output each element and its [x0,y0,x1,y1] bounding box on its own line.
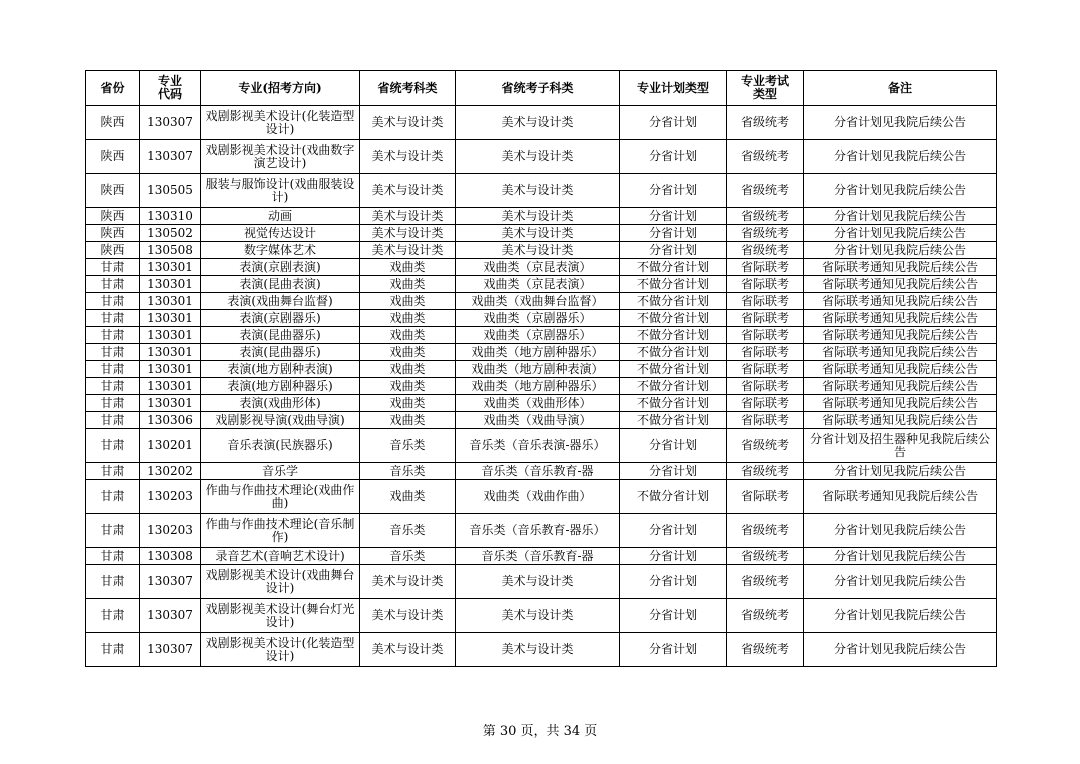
cell-category: 戏曲类 [360,293,456,310]
cell-exam-type: 省级统考 [727,548,804,565]
cell-major: 录音艺术(音响艺术设计) [201,548,360,565]
cell-remarks: 省际联考通知见我院后续公告 [804,327,997,344]
cell-plan-type: 分省计划 [620,208,727,225]
header-province: 省份 [86,71,140,106]
cell-category: 戏曲类 [360,276,456,293]
cell-province: 甘肃 [86,633,140,667]
cell-category: 戏曲类 [360,310,456,327]
cell-subcategory: 音乐类（音乐教育-器 [456,548,620,565]
cell-remarks: 分省计划见我院后续公告 [804,106,997,140]
cell-remarks: 省际联考通知见我院后续公告 [804,259,997,276]
cell-plan-type: 不做分省计划 [620,378,727,395]
cell-subcategory: 音乐类（音乐教育-器 [456,463,620,480]
cell-code: 130203 [140,480,201,514]
cell-code: 130306 [140,412,201,429]
cell-subcategory: 美术与设计类 [456,140,620,174]
cell-code: 130307 [140,599,201,633]
cell-major: 表演(昆曲表演) [201,276,360,293]
cell-exam-type: 省际联考 [727,361,804,378]
cell-subcategory: 美术与设计类 [456,225,620,242]
cell-major: 视觉传达设计 [201,225,360,242]
cell-plan-type: 分省计划 [620,242,727,259]
cell-province: 甘肃 [86,293,140,310]
cell-remarks: 分省计划见我院后续公告 [804,633,997,667]
cell-subcategory: 戏曲类（地方剧种器乐） [456,344,620,361]
cell-province: 陕西 [86,140,140,174]
cell-plan-type: 分省计划 [620,429,727,463]
cell-remarks: 省际联考通知见我院后续公告 [804,344,997,361]
cell-code: 130202 [140,463,201,480]
cell-code: 130301 [140,361,201,378]
cell-plan-type: 不做分省计划 [620,361,727,378]
cell-code: 130310 [140,208,201,225]
table-row [86,344,997,361]
table-row [86,106,997,140]
cell-category: 美术与设计类 [360,565,456,599]
cell-major: 表演(京剧表演) [201,259,360,276]
cell-plan-type: 不做分省计划 [620,310,727,327]
cell-plan-type: 分省计划 [620,225,727,242]
cell-category: 美术与设计类 [360,633,456,667]
cell-category: 戏曲类 [360,259,456,276]
header-exam-type: 专业考试 类型 [727,71,804,106]
cell-exam-type: 省际联考 [727,293,804,310]
cell-category: 美术与设计类 [360,242,456,259]
cell-exam-type: 省级统考 [727,565,804,599]
cell-remarks: 分省计划见我院后续公告 [804,514,997,548]
cell-exam-type: 省级统考 [727,633,804,667]
admissions-table [85,70,997,667]
cell-code: 130301 [140,310,201,327]
cell-province: 陕西 [86,242,140,259]
cell-remarks: 分省计划见我院后续公告 [804,174,997,208]
cell-subcategory: 戏曲类（地方剧种表演） [456,361,620,378]
cell-remarks: 分省计划见我院后续公告 [804,599,997,633]
table-row [86,514,997,548]
table-row [86,565,997,599]
cell-remarks: 分省计划见我院后续公告 [804,463,997,480]
cell-province: 甘肃 [86,310,140,327]
cell-code: 130502 [140,225,201,242]
header-major: 专业(招考方向) [201,71,360,106]
cell-exam-type: 省际联考 [727,395,804,412]
cell-category: 戏曲类 [360,480,456,514]
cell-category: 音乐类 [360,514,456,548]
cell-code: 130308 [140,548,201,565]
table-row [86,412,997,429]
cell-subcategory: 美术与设计类 [456,106,620,140]
table-row [86,463,997,480]
cell-plan-type: 分省计划 [620,565,727,599]
cell-category: 美术与设计类 [360,225,456,242]
cell-province: 甘肃 [86,327,140,344]
cell-category: 音乐类 [360,548,456,565]
cell-code: 130201 [140,429,201,463]
cell-province: 甘肃 [86,599,140,633]
cell-exam-type: 省际联考 [727,412,804,429]
cell-code: 130307 [140,140,201,174]
cell-subcategory: 戏曲类（京剧器乐） [456,327,620,344]
cell-remarks: 省际联考通知见我院后续公告 [804,480,997,514]
cell-plan-type: 不做分省计划 [620,276,727,293]
cell-category: 美术与设计类 [360,106,456,140]
table-row [86,378,997,395]
cell-plan-type: 不做分省计划 [620,259,727,276]
cell-remarks: 省际联考通知见我院后续公告 [804,361,997,378]
header-category: 省统考科类 [360,71,456,106]
header-row [86,71,997,106]
cell-major: 音乐学 [201,463,360,480]
cell-province: 陕西 [86,174,140,208]
cell-exam-type: 省际联考 [727,480,804,514]
cell-province: 甘肃 [86,480,140,514]
cell-province: 甘肃 [86,378,140,395]
cell-category: 戏曲类 [360,361,456,378]
cell-code: 130301 [140,259,201,276]
cell-province: 甘肃 [86,463,140,480]
page-footer: 第 30 页，共 34 页 [482,724,598,739]
cell-remarks: 省际联考通知见我院后续公告 [804,412,997,429]
cell-code: 130203 [140,514,201,548]
cell-remarks: 分省计划见我院后续公告 [804,225,997,242]
cell-category: 戏曲类 [360,378,456,395]
cell-major: 表演(京剧器乐) [201,310,360,327]
cell-plan-type: 不做分省计划 [620,480,727,514]
cell-subcategory: 音乐类（音乐教育-器乐） [456,514,620,548]
header-code: 专业 代码 [140,71,201,106]
cell-exam-type: 省际联考 [727,327,804,344]
cell-remarks: 省际联考通知见我院后续公告 [804,310,997,327]
cell-subcategory: 美术与设计类 [456,242,620,259]
cell-remarks: 分省计划见我院后续公告 [804,208,997,225]
table-row [86,225,997,242]
table-row [86,480,997,514]
table-row [86,361,997,378]
table-row [86,599,997,633]
cell-exam-type: 省级统考 [727,429,804,463]
cell-province: 甘肃 [86,361,140,378]
cell-major: 戏剧影视美术设计(戏曲数字演艺设计) [201,140,360,174]
cell-remarks: 分省计划见我院后续公告 [804,565,997,599]
cell-major: 表演(地方剧种器乐) [201,378,360,395]
cell-province: 甘肃 [86,565,140,599]
cell-remarks: 分省计划见我院后续公告 [804,242,997,259]
cell-subcategory: 戏曲类（戏曲作曲） [456,480,620,514]
table-row [86,208,997,225]
cell-province: 甘肃 [86,429,140,463]
cell-plan-type: 不做分省计划 [620,344,727,361]
cell-subcategory: 戏曲类（京昆表演） [456,276,620,293]
cell-major: 戏剧影视导演(戏曲导演) [201,412,360,429]
table-row [86,140,997,174]
cell-subcategory: 美术与设计类 [456,599,620,633]
cell-category: 音乐类 [360,429,456,463]
cell-major: 数字媒体艺术 [201,242,360,259]
cell-code: 130508 [140,242,201,259]
cell-province: 甘肃 [86,395,140,412]
cell-major: 表演(昆曲器乐) [201,344,360,361]
cell-plan-type: 分省计划 [620,140,727,174]
header-plan-type: 专业计划类型 [620,71,727,106]
cell-plan-type: 分省计划 [620,463,727,480]
cell-subcategory: 美术与设计类 [456,633,620,667]
cell-remarks: 分省计划见我院后续公告 [804,548,997,565]
cell-exam-type: 省际联考 [727,259,804,276]
cell-province: 甘肃 [86,548,140,565]
cell-province: 陕西 [86,225,140,242]
cell-exam-type: 省级统考 [727,208,804,225]
cell-major: 作曲与作曲技术理论(戏曲作曲) [201,480,360,514]
cell-category: 戏曲类 [360,327,456,344]
table-row [86,633,997,667]
cell-remarks: 分省计划见我院后续公告 [804,140,997,174]
cell-code: 130307 [140,565,201,599]
cell-major: 戏剧影视美术设计(化装造型设计) [201,633,360,667]
cell-major: 表演(地方剧种表演) [201,361,360,378]
cell-plan-type: 分省计划 [620,599,727,633]
cell-exam-type: 省级统考 [727,463,804,480]
cell-subcategory: 音乐类（音乐表演-器乐） [456,429,620,463]
cell-province: 甘肃 [86,514,140,548]
cell-category: 音乐类 [360,463,456,480]
cell-code: 130301 [140,378,201,395]
table-row [86,276,997,293]
cell-province: 甘肃 [86,276,140,293]
table-row [86,395,997,412]
cell-category: 美术与设计类 [360,174,456,208]
table-row [86,548,997,565]
cell-remarks: 省际联考通知见我院后续公告 [804,293,997,310]
cell-major: 戏剧影视美术设计(化装造型设计) [201,106,360,140]
cell-category: 美术与设计类 [360,599,456,633]
header-subcategory: 省统考子科类 [456,71,620,106]
cell-exam-type: 省级统考 [727,599,804,633]
table-row [86,429,997,463]
cell-province: 陕西 [86,106,140,140]
cell-code: 130505 [140,174,201,208]
cell-category: 戏曲类 [360,344,456,361]
cell-major: 服装与服饰设计(戏曲服装设计) [201,174,360,208]
cell-exam-type: 省际联考 [727,276,804,293]
table-row [86,174,997,208]
cell-code: 130301 [140,293,201,310]
cell-major: 作曲与作曲技术理论(音乐制作) [201,514,360,548]
cell-plan-type: 分省计划 [620,514,727,548]
table-row [86,327,997,344]
cell-exam-type: 省级统考 [727,514,804,548]
cell-category: 戏曲类 [360,412,456,429]
cell-code: 130307 [140,106,201,140]
cell-subcategory: 戏曲类（京剧器乐） [456,310,620,327]
cell-exam-type: 省级统考 [727,174,804,208]
cell-major: 表演(昆曲器乐) [201,327,360,344]
cell-major: 音乐表演(民族器乐) [201,429,360,463]
cell-remarks: 省际联考通知见我院后续公告 [804,378,997,395]
table-row [86,293,997,310]
cell-plan-type: 分省计划 [620,174,727,208]
cell-exam-type: 省际联考 [727,344,804,361]
table-row [86,259,997,276]
cell-code: 130301 [140,344,201,361]
cell-major: 表演(戏曲舞台监督) [201,293,360,310]
cell-plan-type: 不做分省计划 [620,412,727,429]
cell-subcategory: 戏曲类（地方剧种器乐） [456,378,620,395]
cell-exam-type: 省级统考 [727,242,804,259]
cell-plan-type: 不做分省计划 [620,395,727,412]
cell-exam-type: 省级统考 [727,106,804,140]
cell-code: 130301 [140,327,201,344]
cell-exam-type: 省际联考 [727,378,804,395]
cell-major: 动画 [201,208,360,225]
cell-code: 130301 [140,276,201,293]
cell-code: 130307 [140,633,201,667]
cell-province: 甘肃 [86,412,140,429]
cell-subcategory: 戏曲类（戏曲导演） [456,412,620,429]
cell-subcategory: 戏曲类（戏曲形体） [456,395,620,412]
cell-subcategory: 美术与设计类 [456,208,620,225]
cell-subcategory: 戏曲类（戏曲舞台监督） [456,293,620,310]
table-body [86,106,997,667]
cell-code: 130301 [140,395,201,412]
header-remarks: 备注 [804,71,997,106]
cell-exam-type: 省际联考 [727,310,804,327]
cell-subcategory: 戏曲类（京昆表演） [456,259,620,276]
cell-province: 陕西 [86,208,140,225]
cell-province: 甘肃 [86,259,140,276]
cell-plan-type: 不做分省计划 [620,327,727,344]
cell-major: 戏剧影视美术设计(舞台灯光设计) [201,599,360,633]
cell-subcategory: 美术与设计类 [456,174,620,208]
cell-plan-type: 分省计划 [620,548,727,565]
cell-category: 戏曲类 [360,395,456,412]
cell-major: 戏剧影视美术设计(戏曲舞台设计) [201,565,360,599]
cell-major: 表演(戏曲形体) [201,395,360,412]
cell-plan-type: 分省计划 [620,106,727,140]
table-row [86,242,997,259]
cell-province: 甘肃 [86,344,140,361]
cell-exam-type: 省级统考 [727,225,804,242]
cell-remarks: 省际联考通知见我院后续公告 [804,276,997,293]
cell-subcategory: 美术与设计类 [456,565,620,599]
cell-plan-type: 不做分省计划 [620,293,727,310]
cell-remarks: 分省计划及招生器种见我院后续公告 [804,429,997,463]
cell-category: 美术与设计类 [360,140,456,174]
cell-category: 美术与设计类 [360,208,456,225]
cell-plan-type: 分省计划 [620,633,727,667]
table-row [86,310,997,327]
cell-remarks: 省际联考通知见我院后续公告 [804,395,997,412]
cell-exam-type: 省级统考 [727,140,804,174]
